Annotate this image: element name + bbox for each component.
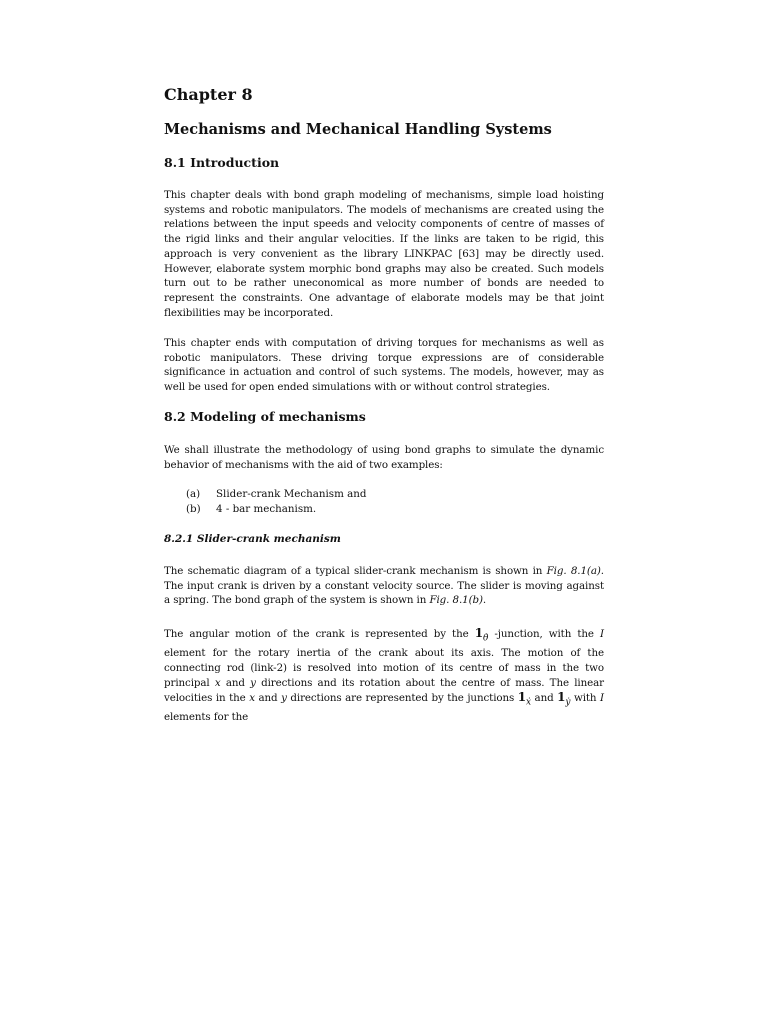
- junction-subscript: ẏ: [565, 697, 571, 708]
- text-run: with: [570, 692, 601, 705]
- text-run: The angular motion of the crank is represented by the: [164, 628, 475, 640]
- text-run: element for the rotary inertia of the crank about its axis. The motion of the connecting rod (link-2) is resolved into motion of its centre of mass in the two principal: [164, 647, 604, 689]
- list-marker: (a): [186, 488, 201, 500]
- intro-paragraph-2: This chapter ends with computation of driving torques for mechanisms as well as robotic manipulators. These driving torque expressions are of considerable significance in actuation and control of such systems. The models, however, may as well be used for open ended simulations with or without control strategies.: [164, 337, 604, 394]
- junction-number: 1: [517, 690, 527, 705]
- junction-subscript: ẋ: [526, 697, 531, 708]
- list-text: Slider-crank Mechanism and: [216, 488, 367, 500]
- text-run: elements for the: [164, 711, 249, 724]
- junction-number: 1: [474, 626, 483, 640]
- variable-y: y: [250, 676, 256, 689]
- text-run: -junction, with the: [488, 628, 601, 640]
- section-heading-8-2-1: 8.2.1 Slider-crank mechanism: [164, 533, 341, 545]
- modeling-paragraph-1: We shall illustrate the methodology of using bond graphs to simulate the dynamic behavior of mechanisms with the aid of two examples:: [164, 444, 604, 471]
- variable-y: y: [281, 692, 287, 705]
- figure-reference: Fig. 8.1(a): [546, 565, 601, 577]
- figure-reference: Fig. 8.1(b): [429, 594, 483, 607]
- slider-crank-paragraph-2: [164, 626, 604, 725]
- variable-I: I: [600, 628, 604, 640]
- list-item: [186, 487, 366, 502]
- section-heading-8-2: 8.2 Modeling of mechanisms: [164, 409, 366, 424]
- chapter-title: Mechanisms and Mechanical Handling Systems: [164, 121, 552, 138]
- list-item: [186, 502, 366, 517]
- chapter-label: Chapter 8: [164, 85, 253, 104]
- variable-x: x: [214, 676, 221, 689]
- text-run: and: [531, 692, 558, 705]
- example-list: [186, 487, 366, 517]
- text-run: and: [254, 692, 282, 705]
- text-run: directions and its rotation about the centre of mass. The linear velocities in the: [164, 676, 604, 705]
- list-marker: (b): [186, 503, 201, 515]
- text-run: .: [482, 594, 487, 607]
- junction-x-symbol: [517, 690, 531, 708]
- text-run: and: [220, 676, 251, 689]
- text-run: The schematic diagram of a typical slider-crank mechanism is shown in: [164, 565, 547, 577]
- text-run: . The input crank is driven by a constant velocity source. The slider is moving against a spring. The bond graph of the system is shown in: [164, 565, 604, 607]
- junction-y-symbol: [557, 690, 571, 708]
- junction-number: 1: [557, 690, 566, 705]
- variable-I: I: [600, 692, 604, 705]
- text-run: directions are represented by the junctions: [286, 692, 518, 705]
- junction-subscript: θ̇: [482, 633, 489, 644]
- list-text: 4 - bar mechanism.: [216, 503, 317, 515]
- slider-crank-paragraph-1: [164, 564, 604, 608]
- variable-x: x: [249, 692, 255, 705]
- intro-paragraph-1: This chapter deals with bond graph modeling of mechanisms, simple load hoisting systems and robotic manipulators. The models of mechanisms are created using the relations between the input speeds and velocity components of centre of masses of the rigid links and their angular velocities. If the links are taken to be rigid, this approach is very convenient as the library LINKPAC [63] may be directly used. However, elaborate system morphic bond graphs may also be created. Such models turn out to be rather uneconomical as more number of bonds are needed to represent the constraints. One advantage of elaborate models may be that joint flexibilities may be incorporated.: [164, 189, 604, 319]
- junction-theta-symbol: [474, 626, 489, 644]
- section-heading-8-1: 8.1 Introduction: [164, 155, 280, 170]
